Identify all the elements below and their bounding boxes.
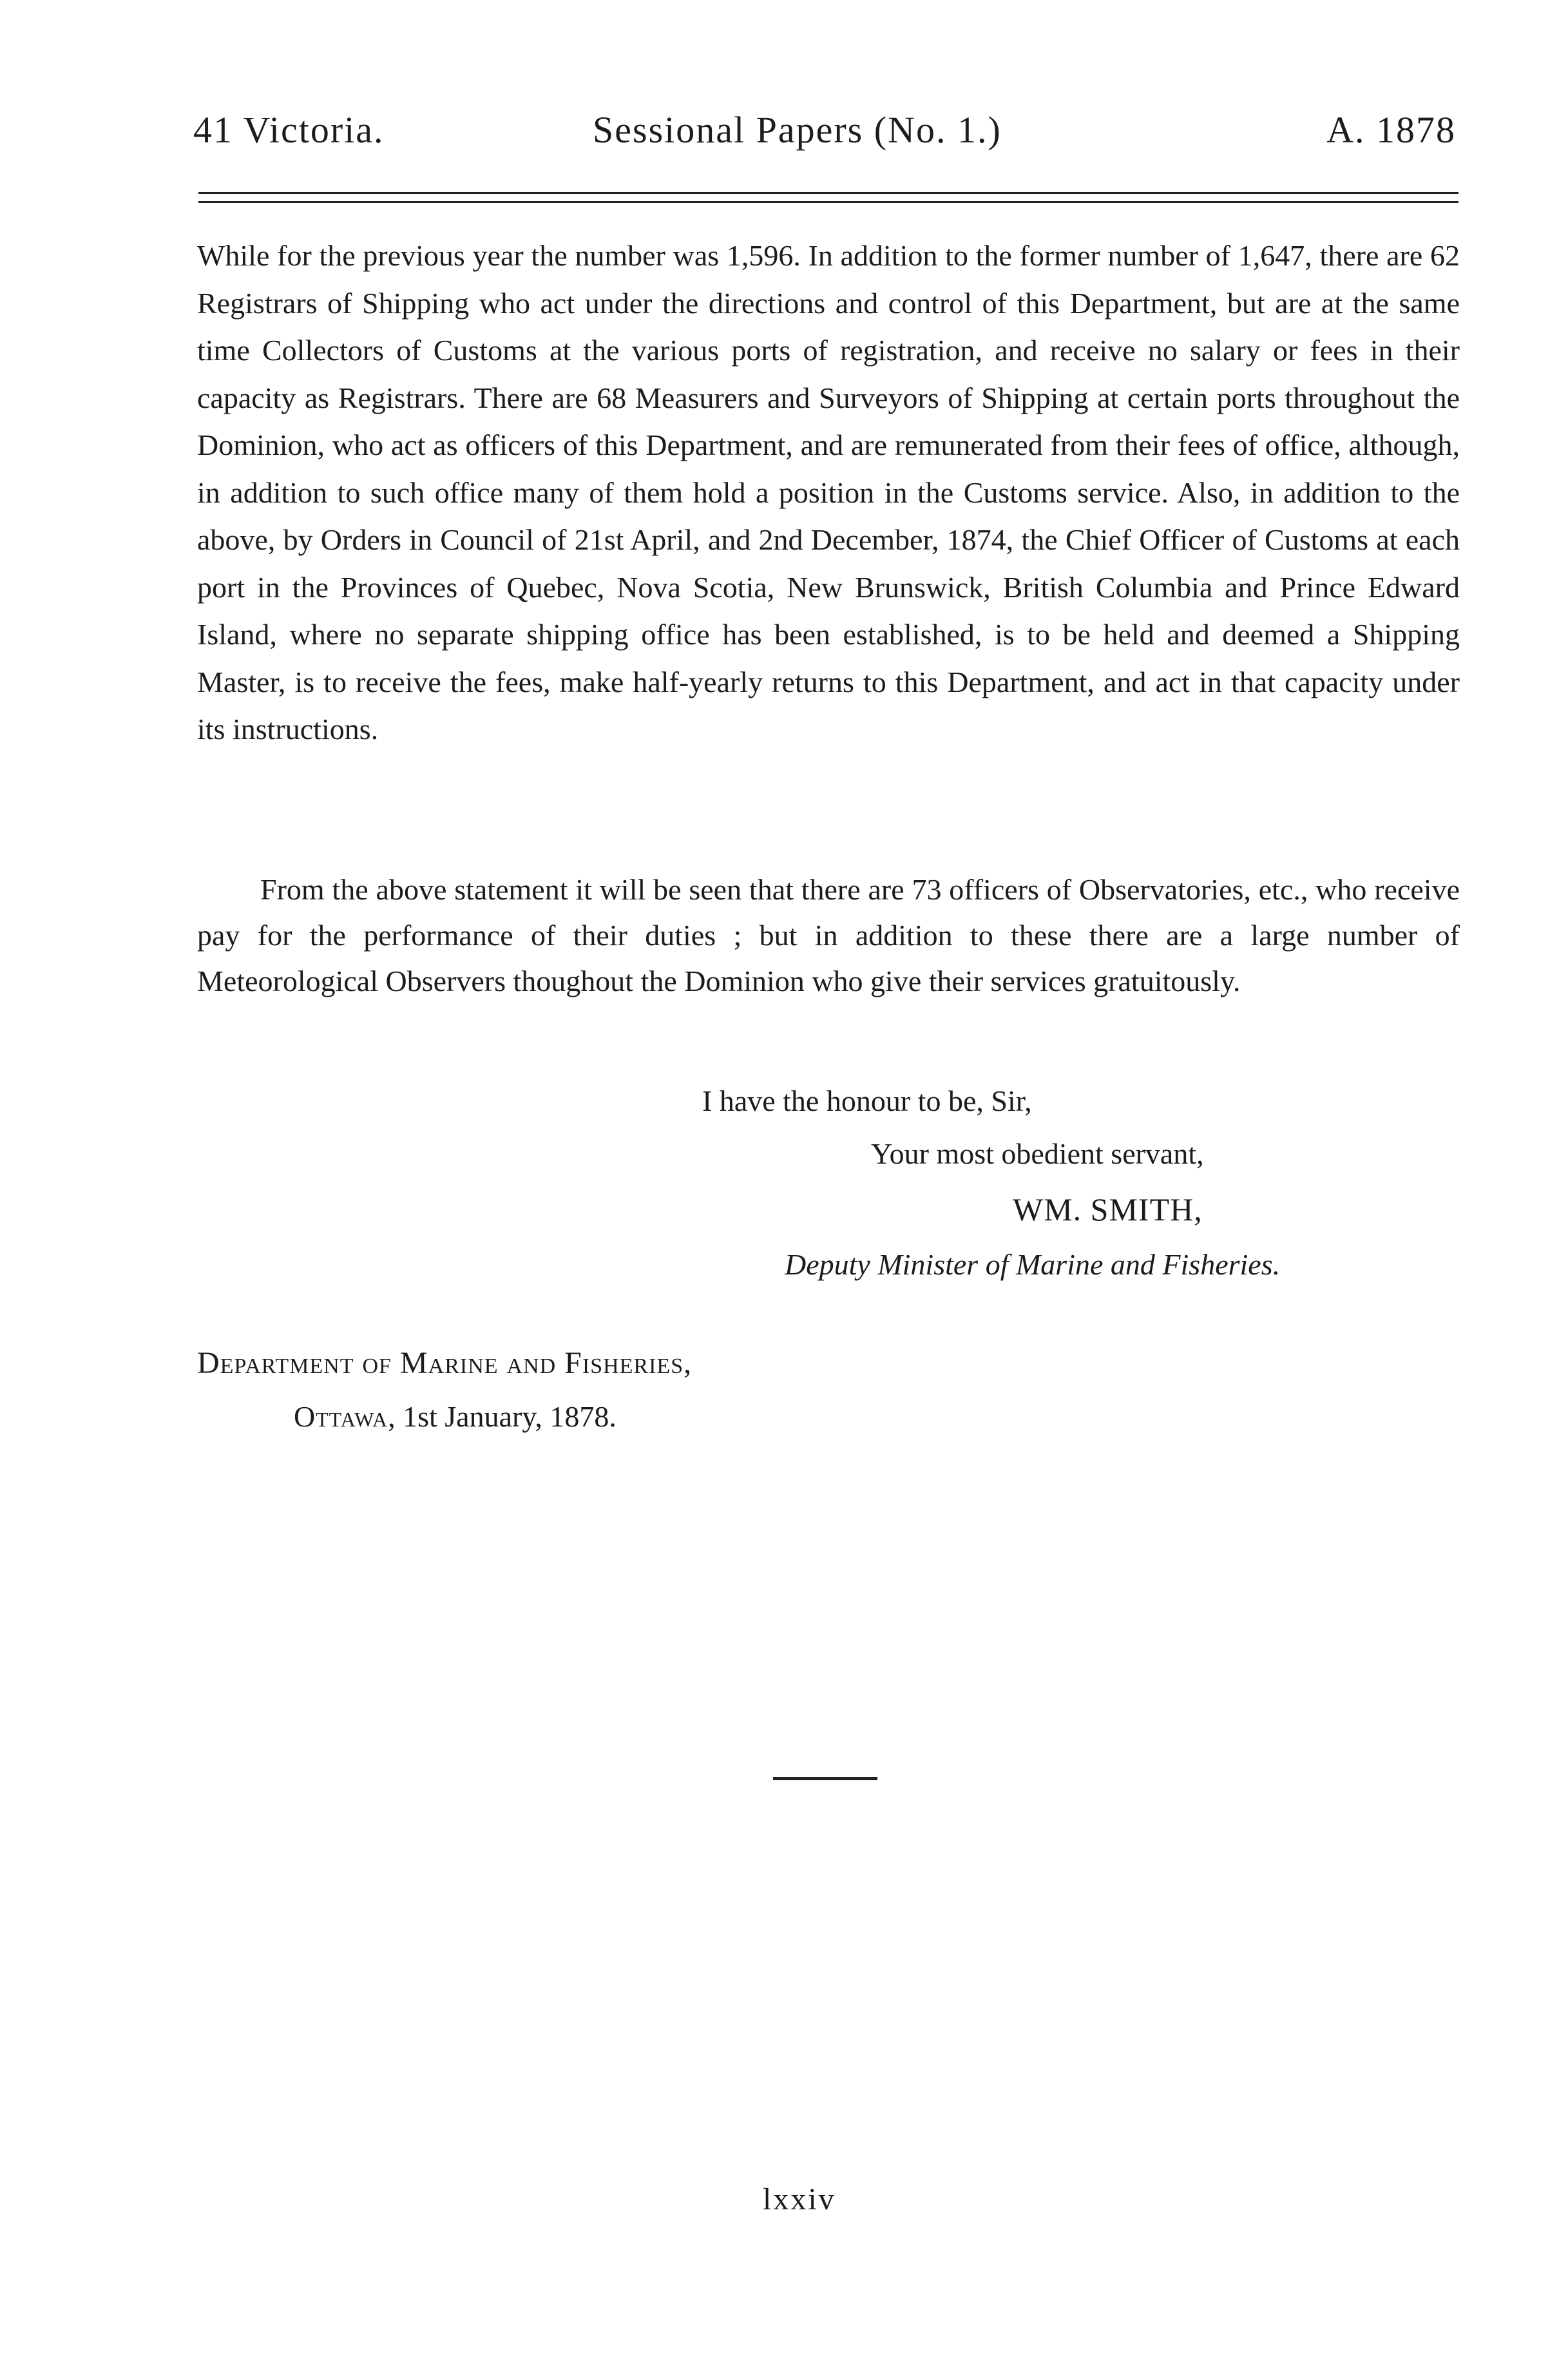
header-rule-top bbox=[198, 192, 1458, 194]
header-session: 41 Victoria. bbox=[193, 109, 385, 151]
page-number: lxxiv bbox=[763, 2182, 836, 2216]
closing-divider bbox=[773, 1777, 877, 1780]
place-name: Ottawa bbox=[294, 1400, 388, 1433]
running-header bbox=[193, 108, 1456, 166]
header-rule-bottom bbox=[198, 201, 1458, 203]
paragraph-1-text: While for the previous year the number was 1,596. In addition to the former number of 1,647, there are 62 Registrars of Shipping who act under the directions and control of this Department, but are at the same time Collectors of Customs at the various ports of registration, and receive no salary or fees in their capacity as Registrars. There are 68 Measurers and Surveyors of Shipping at certain ports throughout the Dominion, who act as officers of this Department, and are remunerated from their fees of office, although, in addition to such office many of them hold a position in the Customs service. Also, in addition to the above, by Orders in Council of 21st April, and 2nd December, 1874, the Chief Officer of Customs at each port in the Provinces of Quebec, Nova Scotia, New Brunswick, British Columbia and Prince Edward Island, where no separate shipping office has been established, is to be held and deemed a Shipping Master, is to receive the fees, make half-yearly returns to this Department, and act in that capacity under its instructions. bbox=[197, 239, 1460, 745]
body-paragraph-2 bbox=[197, 867, 1460, 1004]
closing-servant: Your most obedient servant, bbox=[871, 1137, 1204, 1170]
department-line: Department of Marine and Fisheries, bbox=[197, 1346, 693, 1380]
closing-salutation: I have the honour to be, Sir, bbox=[702, 1084, 1032, 1117]
date-text: , 1st January, 1878. bbox=[388, 1400, 617, 1433]
paragraph-2-text: From the above statement it will be seen that there are 73 officers of Observatories, etc., who receive pay for the performance of their duties ; but in addition to these there are a large number of Meteorological Observers thoughout the Dominion who give their services gratuitously. bbox=[197, 873, 1460, 997]
body-paragraph-1 bbox=[197, 232, 1460, 753]
header-title: Sessional Papers (No. 1.) bbox=[593, 109, 1002, 151]
place-date-line bbox=[294, 1399, 617, 1434]
signature-name: WM. SMITH, bbox=[1013, 1191, 1203, 1227]
header-year: A. 1878 bbox=[1326, 109, 1456, 151]
signature-title: Deputy Minister of Marine and Fisheries. bbox=[785, 1248, 1281, 1281]
